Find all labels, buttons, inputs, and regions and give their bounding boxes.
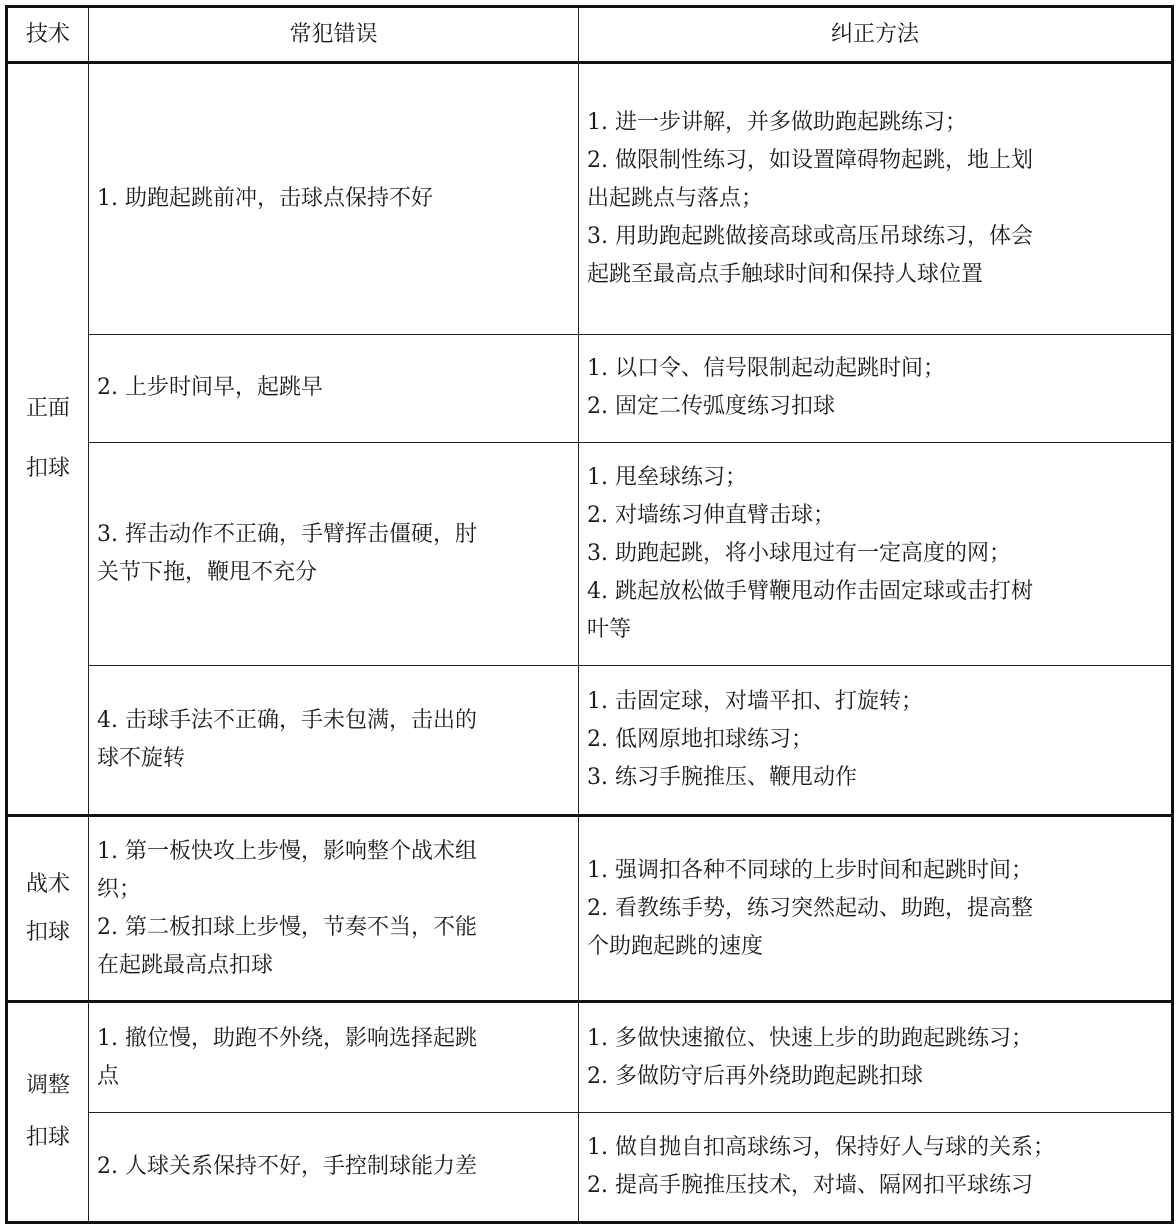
header-row bbox=[7, 7, 1173, 63]
error-cell: 3. 挥击动作不正确，手臂挥击僵硬，肘 关节下拖，鞭甩不充分 bbox=[89, 442, 579, 665]
tech-cell-tactical-spike: 战术 扣球 bbox=[7, 815, 89, 1001]
table-row bbox=[7, 665, 1173, 815]
table-row bbox=[7, 815, 1173, 1001]
header-fixes: 纠正方法 bbox=[579, 7, 1173, 63]
table-row bbox=[7, 442, 1173, 665]
header-errors: 常犯错误 bbox=[89, 7, 579, 63]
fix-cell: 1. 以口令、信号限制起动起跳时间； 2. 固定二传弧度练习扣球 bbox=[579, 334, 1173, 442]
tech-cell-adjust-spike: 调整 扣球 bbox=[7, 1002, 89, 1223]
correction-table bbox=[5, 5, 1174, 1224]
fix-cell: 1. 强调扣各种不同球的上步时间和起跳时间； 2. 看教练手势，练习突然起动、助跑，提高整 个助跑起跳的速度 bbox=[579, 815, 1173, 1001]
fix-cell: 1. 进一步讲解，并多做助跑起跳练习； 2. 做限制性练习，如设置障碍物起跳，地上划 出起跳点与落点； 3. 用助跑起跳做接高球或高压吊球练习，体会 起跳至最高点手触球时间和保持人球位置 bbox=[579, 63, 1173, 335]
error-cell: 1. 第一板快攻上步慢，影响整个战术组 织； 2. 第二板扣球上步慢，节奏不当，不能 在起跳最高点扣球 bbox=[89, 815, 579, 1001]
header-tech: 技术 bbox=[7, 7, 89, 63]
error-cell: 2. 上步时间早，起跳早 bbox=[89, 334, 579, 442]
error-cell: 1. 助跑起跳前冲，击球点保持不好 bbox=[89, 63, 579, 335]
fix-cell: 1. 甩垒球练习； 2. 对墙练习伸直臂击球； 3. 助跑起跳，将小球甩过有一定高度的网； 4. 跳起放松做手臂鞭甩动作击固定球或击打树 叶等 bbox=[579, 442, 1173, 665]
table-row bbox=[7, 1002, 1173, 1112]
table-row bbox=[7, 1112, 1173, 1222]
error-cell: 1. 撤位慢，助跑不外绕，影响选择起跳 点 bbox=[89, 1002, 579, 1112]
table-row bbox=[7, 63, 1173, 335]
fix-cell: 1. 击固定球，对墙平扣、打旋转； 2. 低网原地扣球练习； 3. 练习手腕推压、鞭甩动作 bbox=[579, 665, 1173, 815]
error-cell: 2. 人球关系保持不好，手控制球能力差 bbox=[89, 1112, 579, 1222]
table-row bbox=[7, 334, 1173, 442]
error-cell: 4. 击球手法不正确，手未包满，击出的 球不旋转 bbox=[89, 665, 579, 815]
fix-cell: 1. 多做快速撤位、快速上步的助跑起跳练习； 2. 多做防守后再外绕助跑起跳扣球 bbox=[579, 1002, 1173, 1112]
tech-cell-front-spike: 正面 扣球 bbox=[7, 63, 89, 816]
fix-cell: 1. 做自抛自扣高球练习，保持好人与球的关系； 2. 提高手腕推压技术，对墙、隔网扣平球练习 bbox=[579, 1112, 1173, 1222]
